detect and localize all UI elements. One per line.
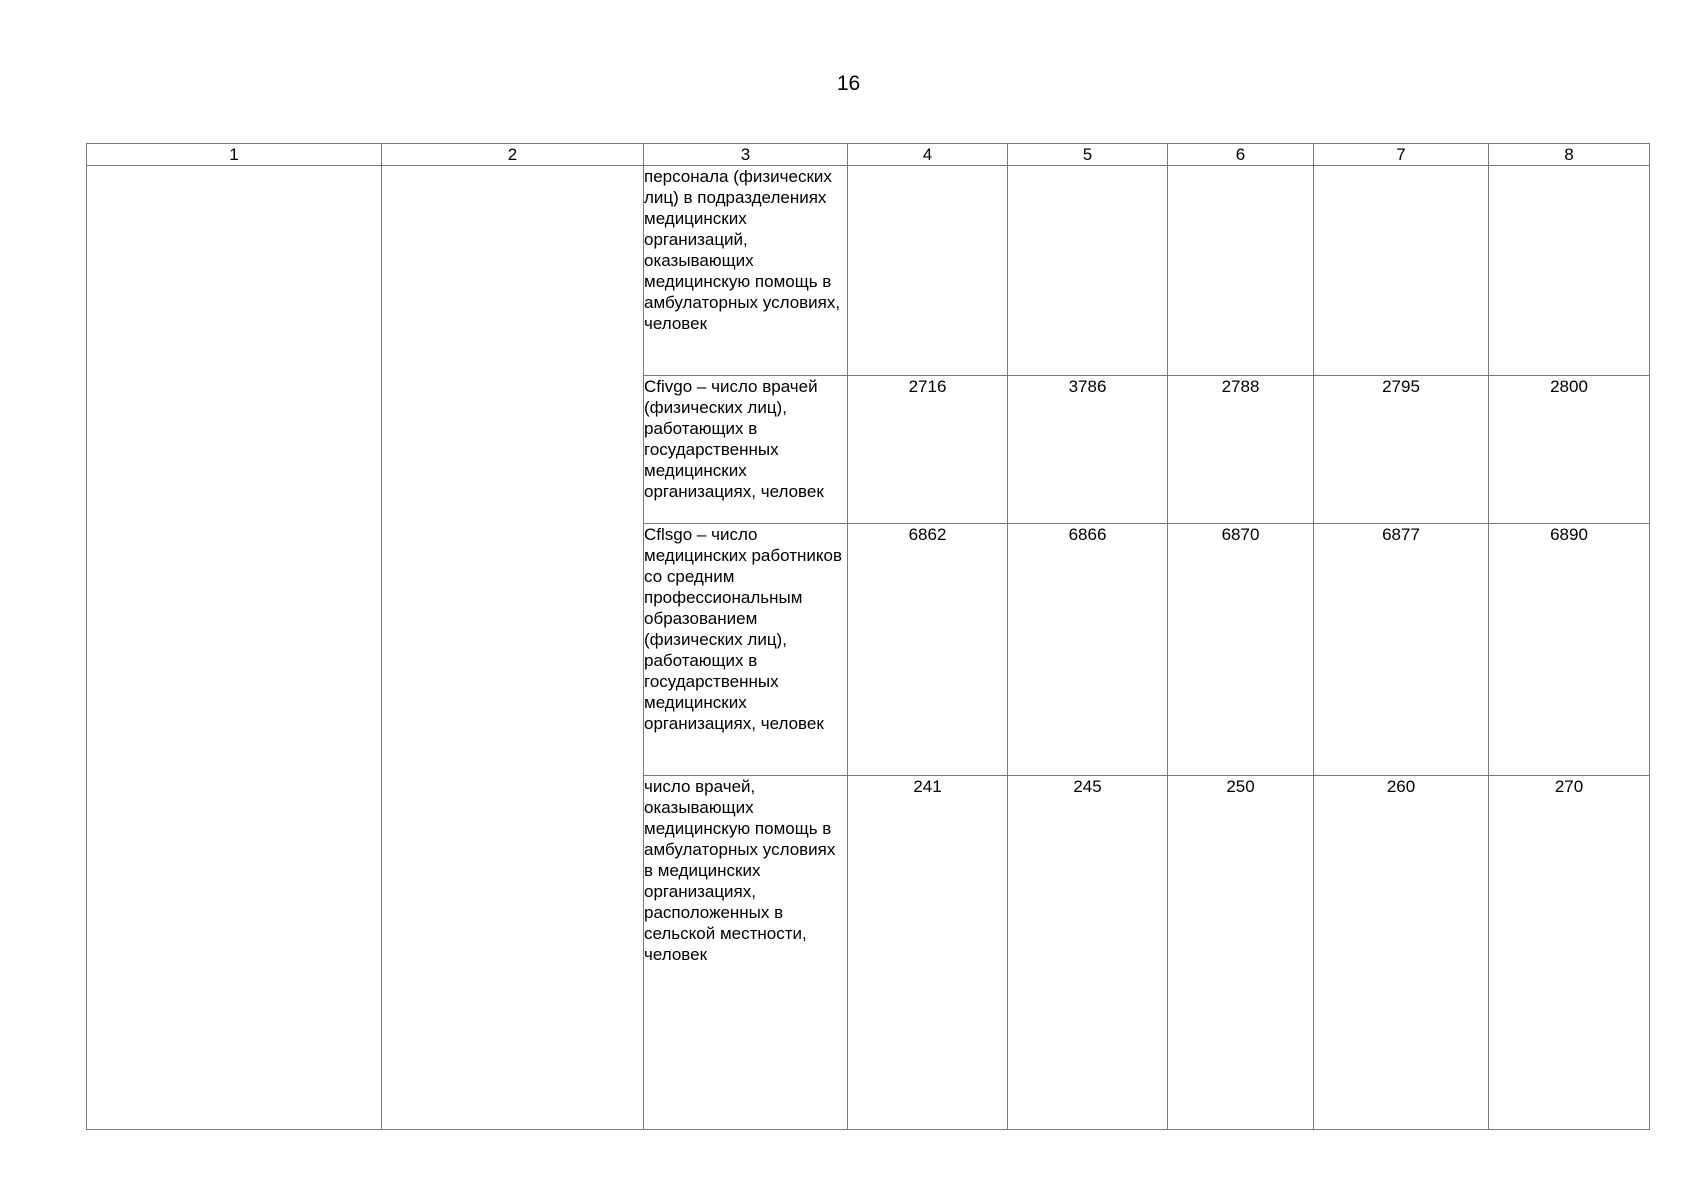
value-cell: 6866 (1008, 524, 1168, 776)
table-row (87, 166, 1650, 376)
value-cell: 270 (1489, 776, 1650, 1130)
value-cell (1168, 166, 1314, 376)
indicator-description: число врачей, оказывающих медицинскую помощь в амбулаторных условиях в медицинских организациях, расположенных в сельской местности, человек (644, 776, 848, 1130)
column-header-3: 3 (644, 144, 848, 166)
column-header-4: 4 (848, 144, 1008, 166)
value-cell (1008, 166, 1168, 376)
value-cell: 6890 (1489, 524, 1650, 776)
value-cell: 245 (1008, 776, 1168, 1130)
column-header-6: 6 (1168, 144, 1314, 166)
value-cell (1314, 166, 1489, 376)
value-cell: 241 (848, 776, 1008, 1130)
table-header-row (87, 144, 1650, 166)
value-cell: 2795 (1314, 376, 1489, 524)
value-cell: 2788 (1168, 376, 1314, 524)
value-cell: 6862 (848, 524, 1008, 776)
value-cell: 3786 (1008, 376, 1168, 524)
column-header-1: 1 (87, 144, 382, 166)
column-header-5: 5 (1008, 144, 1168, 166)
value-cell (1489, 166, 1650, 376)
value-cell: 6877 (1314, 524, 1489, 776)
page-number: 16 (836, 72, 861, 95)
column-2-cell (382, 166, 644, 1130)
value-cell: 2800 (1489, 376, 1650, 524)
value-cell: 6870 (1168, 524, 1314, 776)
indicator-description: Cfivgo – число врачей (физических лиц), работающих в государственных медицинских организациях, человек (644, 376, 848, 524)
column-1-cell (87, 166, 382, 1130)
value-cell: 260 (1314, 776, 1489, 1130)
indicator-description: Cflsgo – число медицинских работников со средним профессиональным образованием (физических лиц), работающих в государственных медицинских организациях, человек (644, 524, 848, 776)
value-cell: 2716 (848, 376, 1008, 524)
indicator-description: персонала (физических лиц) в подразделениях медицинских организаций, оказывающих медицинскую помощь в амбулаторных условиях, человек (644, 166, 848, 376)
data-table (86, 143, 1650, 1130)
column-header-8: 8 (1489, 144, 1650, 166)
value-cell (848, 166, 1008, 376)
column-header-2: 2 (382, 144, 644, 166)
value-cell: 250 (1168, 776, 1314, 1130)
column-header-7: 7 (1314, 144, 1489, 166)
